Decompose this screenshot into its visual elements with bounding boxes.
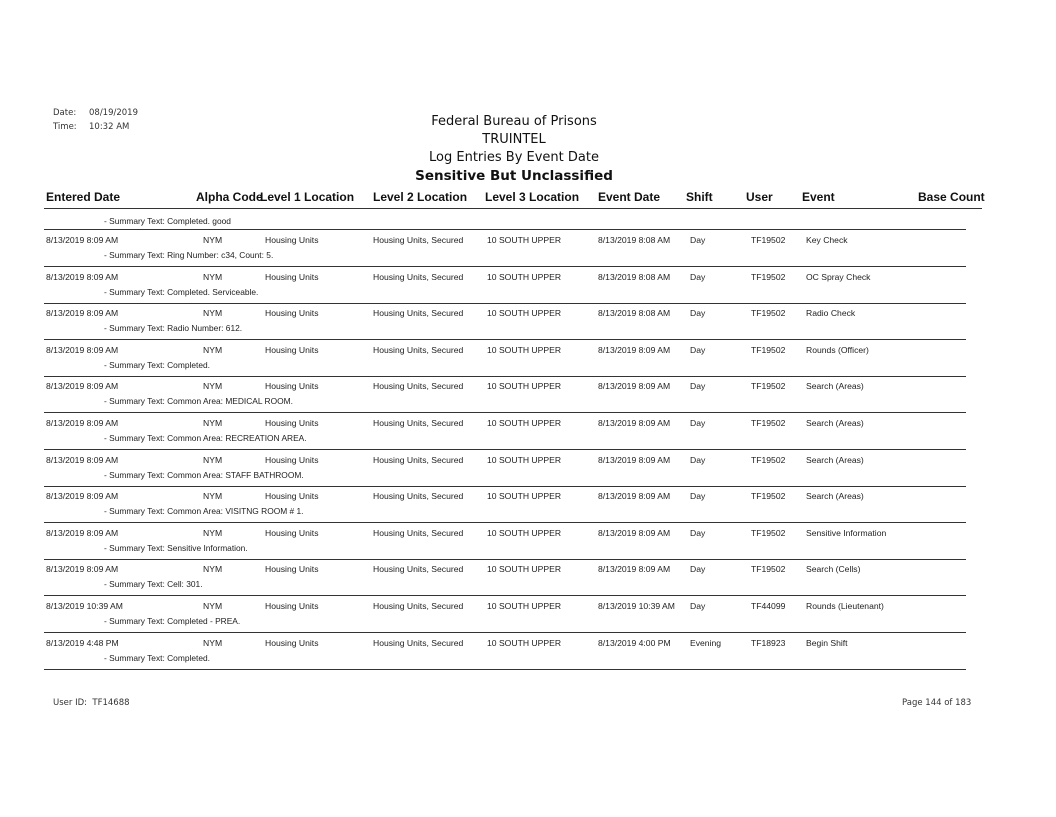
cell-level1-location: Housing Units bbox=[265, 528, 319, 538]
cell-level2-location: Housing Units, Secured bbox=[373, 455, 464, 465]
organization-title: Federal Bureau of Prisons bbox=[431, 114, 597, 129]
cell-shift: Day bbox=[690, 381, 706, 391]
col-base-count: Base Count bbox=[918, 190, 985, 204]
cell-alpha-code: NYM bbox=[203, 491, 223, 501]
cell-shift: Day bbox=[690, 455, 706, 465]
cell-level1-location: Housing Units bbox=[265, 308, 319, 318]
first-summary-text: - Summary Text: Completed. good bbox=[104, 216, 231, 226]
col-event-date: Event Date bbox=[598, 190, 661, 204]
cell-alpha-code: NYM bbox=[203, 345, 223, 355]
cell-entered-date: 8/13/2019 8:09 AM bbox=[46, 345, 119, 355]
cell-level3-location: 10 SOUTH UPPER bbox=[487, 308, 562, 318]
cell-user: TF19502 bbox=[751, 308, 786, 318]
col-level3-location: Level 3 Location bbox=[485, 190, 580, 204]
cell-alpha-code: NYM bbox=[203, 418, 223, 428]
system-name: TRUINTEL bbox=[482, 132, 546, 147]
col-level1-location: Level 1 Location bbox=[260, 190, 355, 204]
cell-alpha-code: NYM bbox=[203, 381, 223, 391]
user-id-value: TF14688 bbox=[92, 698, 130, 708]
cell-entered-date: 8/13/2019 8:09 AM bbox=[46, 272, 119, 282]
cell-event: Radio Check bbox=[806, 308, 856, 318]
page-number: Page 144 of 183 bbox=[902, 698, 972, 708]
cell-user: TF19502 bbox=[751, 491, 786, 501]
col-event: Event bbox=[802, 190, 835, 204]
cell-level2-location: Housing Units, Secured bbox=[373, 308, 464, 318]
table-row bbox=[0, 304, 1056, 323]
cell-event: Rounds (Officer) bbox=[806, 345, 869, 355]
cell-event: Key Check bbox=[806, 235, 848, 245]
cell-event-date: 8/13/2019 8:08 AM bbox=[598, 272, 671, 282]
cell-event: Search (Cells) bbox=[806, 564, 861, 574]
cell-shift: Day bbox=[690, 601, 706, 611]
cell-level2-location: Housing Units, Secured bbox=[373, 638, 464, 648]
summary-text: - Summary Text: Common Area: RECREATION AREA. bbox=[104, 433, 307, 443]
header-underline bbox=[44, 208, 982, 209]
cell-alpha-code: NYM bbox=[203, 528, 223, 538]
summary-text: - Summary Text: Completed. Serviceable. bbox=[104, 287, 259, 297]
cell-entered-date: 8/13/2019 8:09 AM bbox=[46, 308, 119, 318]
cell-user: TF19502 bbox=[751, 345, 786, 355]
cell-event-date: 8/13/2019 8:08 AM bbox=[598, 308, 671, 318]
cell-event-date: 8/13/2019 8:09 AM bbox=[598, 381, 671, 391]
table-row bbox=[0, 268, 1056, 287]
cell-level1-location: Housing Units bbox=[265, 564, 319, 574]
row-divider bbox=[44, 632, 966, 633]
cell-entered-date: 8/13/2019 4:48 PM bbox=[46, 638, 119, 648]
table-row bbox=[0, 451, 1056, 470]
cell-event: Search (Areas) bbox=[806, 491, 864, 501]
summary-text: - Summary Text: Completed - PREA. bbox=[104, 616, 241, 626]
cell-level2-location: Housing Units, Secured bbox=[373, 528, 464, 538]
cell-shift: Day bbox=[690, 272, 706, 282]
cell-event: Begin Shift bbox=[806, 638, 848, 648]
classification-label: Sensitive But Unclassified bbox=[415, 168, 613, 184]
table-row bbox=[0, 487, 1056, 506]
time-value: 10:32 AM bbox=[89, 122, 130, 132]
summary-text: - Summary Text: Common Area: MEDICAL ROOM. bbox=[104, 396, 293, 406]
cell-shift: Day bbox=[690, 418, 706, 428]
cell-event-date: 8/13/2019 8:09 AM bbox=[598, 491, 671, 501]
cell-user: TF18923 bbox=[751, 638, 786, 648]
summary-text: - Summary Text: Completed. bbox=[104, 360, 210, 370]
table-row bbox=[0, 341, 1056, 360]
cell-user: TF19502 bbox=[751, 418, 786, 428]
cell-level1-location: Housing Units bbox=[265, 601, 319, 611]
summary-text: - Summary Text: Radio Number: 612. bbox=[104, 323, 243, 333]
cell-level2-location: Housing Units, Secured bbox=[373, 601, 464, 611]
cell-entered-date: 8/13/2019 8:09 AM bbox=[46, 455, 119, 465]
summary-text: - Summary Text: Cell: 301. bbox=[104, 579, 203, 589]
cell-shift: Day bbox=[690, 564, 706, 574]
cell-user: TF19502 bbox=[751, 235, 786, 245]
cell-alpha-code: NYM bbox=[203, 272, 223, 282]
cell-user: TF19502 bbox=[751, 564, 786, 574]
cell-level2-location: Housing Units, Secured bbox=[373, 564, 464, 574]
cell-level1-location: Housing Units bbox=[265, 272, 319, 282]
summary-text: - Summary Text: Common Area: VISITNG ROOM # 1. bbox=[104, 506, 304, 516]
col-level2-location: Level 2 Location bbox=[373, 190, 468, 204]
cell-shift: Day bbox=[690, 491, 706, 501]
cell-event: Sensitive Information bbox=[806, 528, 887, 538]
cell-event-date: 8/13/2019 4:00 PM bbox=[598, 638, 671, 648]
row-divider bbox=[44, 412, 966, 413]
cell-alpha-code: NYM bbox=[203, 308, 223, 318]
cell-level3-location: 10 SOUTH UPPER bbox=[487, 528, 562, 538]
cell-level3-location: 10 SOUTH UPPER bbox=[487, 272, 562, 282]
cell-level1-location: Housing Units bbox=[265, 455, 319, 465]
cell-alpha-code: NYM bbox=[203, 235, 223, 245]
col-entered-date: Entered Date bbox=[46, 190, 121, 204]
cell-level3-location: 10 SOUTH UPPER bbox=[487, 638, 562, 648]
report-title: Log Entries By Event Date bbox=[429, 150, 599, 165]
row-divider bbox=[44, 595, 966, 596]
cell-alpha-code: NYM bbox=[203, 455, 223, 465]
row-divider bbox=[44, 266, 966, 267]
cell-event-date: 8/13/2019 8:09 AM bbox=[598, 418, 671, 428]
cell-event: Search (Areas) bbox=[806, 455, 864, 465]
table-row bbox=[0, 597, 1056, 616]
col-shift: Shift bbox=[686, 190, 713, 204]
cell-level3-location: 10 SOUTH UPPER bbox=[487, 418, 562, 428]
cell-level2-location: Housing Units, Secured bbox=[373, 418, 464, 428]
cell-entered-date: 8/13/2019 8:09 AM bbox=[46, 418, 119, 428]
cell-level2-location: Housing Units, Secured bbox=[373, 235, 464, 245]
cell-user: TF19502 bbox=[751, 272, 786, 282]
table-row bbox=[0, 560, 1056, 579]
cell-alpha-code: NYM bbox=[203, 564, 223, 574]
col-user: User bbox=[746, 190, 773, 204]
cell-shift: Day bbox=[690, 235, 706, 245]
cell-alpha-code: NYM bbox=[203, 601, 223, 611]
cell-event-date: 8/13/2019 8:09 AM bbox=[598, 345, 671, 355]
summary-text: - Summary Text: Sensitive Information. bbox=[104, 543, 248, 553]
cell-user: TF19502 bbox=[751, 381, 786, 391]
cell-event: Rounds (Lieutenant) bbox=[806, 601, 884, 611]
table-row bbox=[0, 634, 1056, 653]
cell-shift: Day bbox=[690, 308, 706, 318]
cell-level2-location: Housing Units, Secured bbox=[373, 345, 464, 355]
cell-event-date: 8/13/2019 8:09 AM bbox=[598, 528, 671, 538]
table-row bbox=[0, 231, 1056, 250]
date-value: 08/19/2019 bbox=[89, 108, 138, 118]
cell-event: Search (Areas) bbox=[806, 381, 864, 391]
cell-level1-location: Housing Units bbox=[265, 345, 319, 355]
cell-level1-location: Housing Units bbox=[265, 638, 319, 648]
footer-user-id bbox=[53, 698, 130, 708]
cell-entered-date: 8/13/2019 8:09 AM bbox=[46, 491, 119, 501]
cell-entered-date: 8/13/2019 10:39 AM bbox=[46, 601, 123, 611]
cell-level3-location: 10 SOUTH UPPER bbox=[487, 491, 562, 501]
row-divider bbox=[44, 339, 966, 340]
cell-level1-location: Housing Units bbox=[265, 491, 319, 501]
cell-shift: Evening bbox=[690, 638, 722, 648]
cell-level2-location: Housing Units, Secured bbox=[373, 381, 464, 391]
cell-event: Search (Areas) bbox=[806, 418, 864, 428]
table-row bbox=[0, 377, 1056, 396]
cell-level1-location: Housing Units bbox=[265, 381, 319, 391]
cell-shift: Day bbox=[690, 345, 706, 355]
cell-level3-location: 10 SOUTH UPPER bbox=[487, 455, 562, 465]
report-date bbox=[53, 108, 138, 118]
cell-entered-date: 8/13/2019 8:09 AM bbox=[46, 235, 119, 245]
cell-user: TF19502 bbox=[751, 455, 786, 465]
cell-level3-location: 10 SOUTH UPPER bbox=[487, 345, 562, 355]
user-id-label: User ID: bbox=[53, 698, 87, 708]
time-label: Time: bbox=[53, 122, 77, 132]
cell-event-date: 8/13/2019 10:39 AM bbox=[598, 601, 675, 611]
column-header-row bbox=[0, 186, 1056, 208]
cell-level3-location: 10 SOUTH UPPER bbox=[487, 601, 562, 611]
table-row bbox=[0, 414, 1056, 433]
col-alpha-code: Alpha Code bbox=[196, 190, 263, 204]
cell-level1-location: Housing Units bbox=[265, 235, 319, 245]
summary-text: - Summary Text: Completed. bbox=[104, 653, 210, 663]
cell-event: OC Spray Check bbox=[806, 272, 871, 282]
cell-user: TF44099 bbox=[751, 601, 786, 611]
report-time bbox=[53, 122, 129, 132]
cell-alpha-code: NYM bbox=[203, 638, 223, 648]
cell-level3-location: 10 SOUTH UPPER bbox=[487, 381, 562, 391]
cell-event-date: 8/13/2019 8:09 AM bbox=[598, 455, 671, 465]
table-row bbox=[0, 524, 1056, 543]
cell-level3-location: 10 SOUTH UPPER bbox=[487, 235, 562, 245]
cell-entered-date: 8/13/2019 8:09 AM bbox=[46, 381, 119, 391]
cell-user: TF19502 bbox=[751, 528, 786, 538]
row-divider bbox=[44, 449, 966, 450]
cell-entered-date: 8/13/2019 8:09 AM bbox=[46, 564, 119, 574]
cell-level1-location: Housing Units bbox=[265, 418, 319, 428]
row-divider bbox=[44, 669, 966, 670]
cell-event-date: 8/13/2019 8:09 AM bbox=[598, 564, 671, 574]
row-divider bbox=[44, 522, 966, 523]
cell-entered-date: 8/13/2019 8:09 AM bbox=[46, 528, 119, 538]
summary-text: - Summary Text: Common Area: STAFF BATHROOM. bbox=[104, 470, 304, 480]
cell-level3-location: 10 SOUTH UPPER bbox=[487, 564, 562, 574]
date-label: Date: bbox=[53, 108, 77, 118]
cell-event-date: 8/13/2019 8:08 AM bbox=[598, 235, 671, 245]
cell-level2-location: Housing Units, Secured bbox=[373, 272, 464, 282]
cell-shift: Day bbox=[690, 528, 706, 538]
row-divider bbox=[44, 229, 966, 230]
summary-text: - Summary Text: Ring Number: c34, Count: 5. bbox=[104, 250, 274, 260]
cell-level2-location: Housing Units, Secured bbox=[373, 491, 464, 501]
